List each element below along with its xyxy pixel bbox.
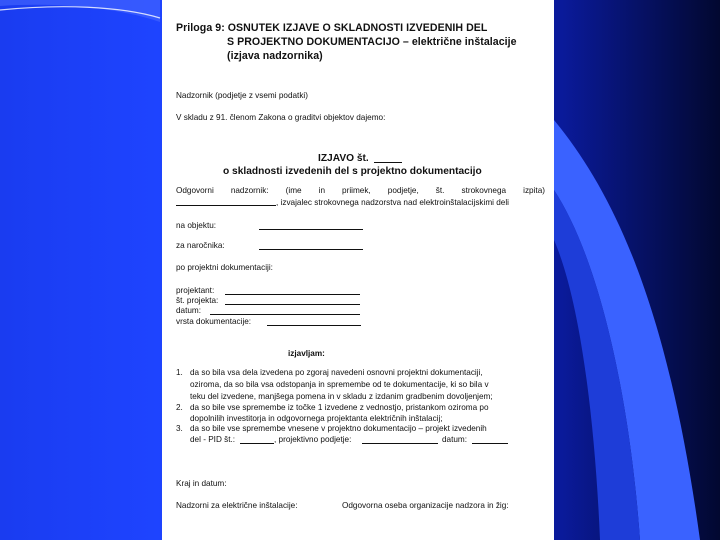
kraj-label: Kraj in datum: bbox=[176, 479, 227, 488]
heading-line-3: (izjava nadzornika) bbox=[227, 50, 323, 62]
odgovorni-word: priimek, bbox=[342, 186, 371, 195]
nadzornik-label: Nadzornik (podjetje z vsemi podatki) bbox=[176, 91, 308, 100]
document-page bbox=[162, 0, 554, 540]
item-3-line-1: da so bile vse spremembe vnesene v projektno dokumentacijo – projekt izvedenih bbox=[190, 424, 487, 433]
heading-line-1: Priloga 9: OSNUTEK IZJAVE O SKLADNOSTI IZVEDENIH DEL bbox=[176, 22, 488, 34]
odgovorni-word: izpita) bbox=[523, 186, 545, 195]
odgovorni-word: strokovnega bbox=[461, 186, 507, 195]
top-left-swoosh bbox=[0, 0, 160, 22]
right-swoosh-edge bbox=[554, 190, 640, 540]
za-narocnika-label: za naročnika: bbox=[176, 241, 225, 250]
st-projekta-blank bbox=[225, 304, 360, 305]
item-1-line-3: teku del izvedene, manjšega pomena in v skladu z izdanim gradbenim dovoljenjem; bbox=[190, 392, 493, 401]
item-3-pid: del - PID št.: bbox=[190, 435, 236, 444]
st-projekta-label: št. projekta: bbox=[176, 296, 219, 305]
odgovorni-word: št. bbox=[435, 186, 445, 195]
podjetje-blank bbox=[362, 443, 438, 444]
odgovorni-blank bbox=[176, 205, 276, 206]
pid-blank bbox=[240, 443, 274, 444]
item-1-number: 1. bbox=[176, 368, 183, 377]
odgovorna-oseba-label: Odgovorna oseba organizacije nadzora in žig: bbox=[342, 501, 509, 510]
odgovorni-word: Odgovorni bbox=[176, 186, 214, 195]
right-swoosh-light bbox=[554, 120, 700, 540]
item-2-line-1: da so bile vse spremembe iz točke 1 izvedene z vednostjo, pristankom oziroma po bbox=[190, 403, 489, 412]
izjava-title: IZJAVO št. bbox=[318, 153, 369, 164]
odgovorni-word: nadzornik: bbox=[230, 186, 269, 195]
na-objektu-blank bbox=[259, 229, 363, 230]
item-2-line-2: dopolnilih investitorja in odgovornega projektanta električnih inštalacij; bbox=[190, 414, 443, 423]
za-narocnika-blank bbox=[259, 249, 363, 250]
item-3-number: 3. bbox=[176, 424, 183, 433]
izjavljam-label: izjavljam: bbox=[288, 349, 325, 358]
projektant-label: projektant: bbox=[176, 286, 215, 295]
top-left-arc bbox=[0, 7, 160, 18]
vrsta-label: vrsta dokumentacije: bbox=[176, 317, 252, 326]
item-1-line-2: oziroma, da so bila vsa odstopanja in spremembe od te dokumentacije, ki so bila v bbox=[190, 380, 489, 389]
odgovorni-word: podjetje, bbox=[387, 186, 419, 195]
item-3-podjetje: , projektivno podjetje: bbox=[274, 435, 352, 444]
item-2-number: 2. bbox=[176, 403, 183, 412]
skladno-text: V skladu z 91. členom Zakona o graditvi objektov dajemo: bbox=[176, 113, 386, 122]
item-3-datum-blank bbox=[472, 443, 508, 444]
na-objektu-label: na objektu: bbox=[176, 221, 217, 230]
datum-blank bbox=[210, 314, 360, 315]
odgovorni-word: in bbox=[318, 186, 325, 195]
izjava-subtitle: o skladnosti izvedenih del s projektno dokumentacijo bbox=[223, 166, 482, 177]
item-1-line-1: da so bila vsa dela izvedena po zgoraj navedeni osnovni projektni dokumentaciji, bbox=[190, 368, 483, 377]
nadzorni-signature-label: Nadzorni za električne inštalacije: bbox=[176, 501, 298, 510]
datum-label: datum: bbox=[176, 306, 202, 315]
izjava-number-blank bbox=[374, 162, 402, 163]
izvajalec-text: , izvajalec strokovnega nadzorstva nad elektroinštalacijskimi deli bbox=[276, 198, 509, 207]
heading-line-2: S PROJEKTNO DOKUMENTACIJO – električne inštalacije bbox=[227, 36, 517, 48]
odgovorni-line bbox=[176, 186, 545, 195]
vrsta-blank bbox=[267, 325, 361, 326]
odgovorni-word: (ime bbox=[285, 186, 302, 195]
po-projektni-label: po projektni dokumentaciji: bbox=[176, 263, 273, 272]
projektant-blank bbox=[225, 294, 360, 295]
item-3-datum: datum: bbox=[442, 435, 468, 444]
